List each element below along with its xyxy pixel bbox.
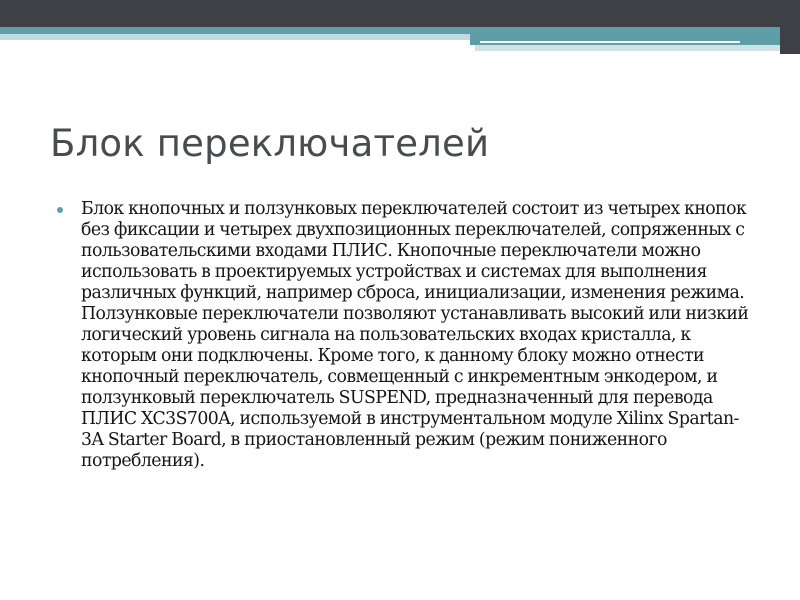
header-band-dark <box>0 0 780 27</box>
header-band-teal <box>0 27 780 34</box>
header-band-light <box>0 34 470 40</box>
header-band-pale <box>475 45 780 51</box>
header-band-highlight <box>480 41 740 43</box>
header-band-teal-right <box>470 34 780 45</box>
bullet-dot-icon <box>57 207 63 213</box>
header-band-dark-corner <box>780 0 800 54</box>
bullet-item <box>57 199 757 472</box>
slide-title: Блок переключателей <box>50 122 490 165</box>
bullet-text: Блок кнопочных и ползунковых переключателей состоит из четырех кнопок без фиксации и четырех двухпозиционных переключателей, сопряженных с пользовательскими входами ПЛИС. Кнопочные переключатели можно использовать в проектируемых устройствах и системах для выполнения различных функций, например сброса, инициализации, изменения режима. Ползунковые переключатели позволяют устанавливать высокий или низкий логический уровень сигнала на пользовательских входах кристалла, к которым они подключены. Кроме того, к данному блоку можно отнести кнопочный переключатель, совмещенный с инкрементным энкодером, и ползунковый переключатель SUSPEND, предназначенный для перевода ПЛИС XC3S700A, используемой в инструментальном модуле Xilinx Spartan-3A Starter Board, в приостановленный режим (режим пониженного потребления). <box>81 199 749 471</box>
slide-body <box>57 199 757 472</box>
